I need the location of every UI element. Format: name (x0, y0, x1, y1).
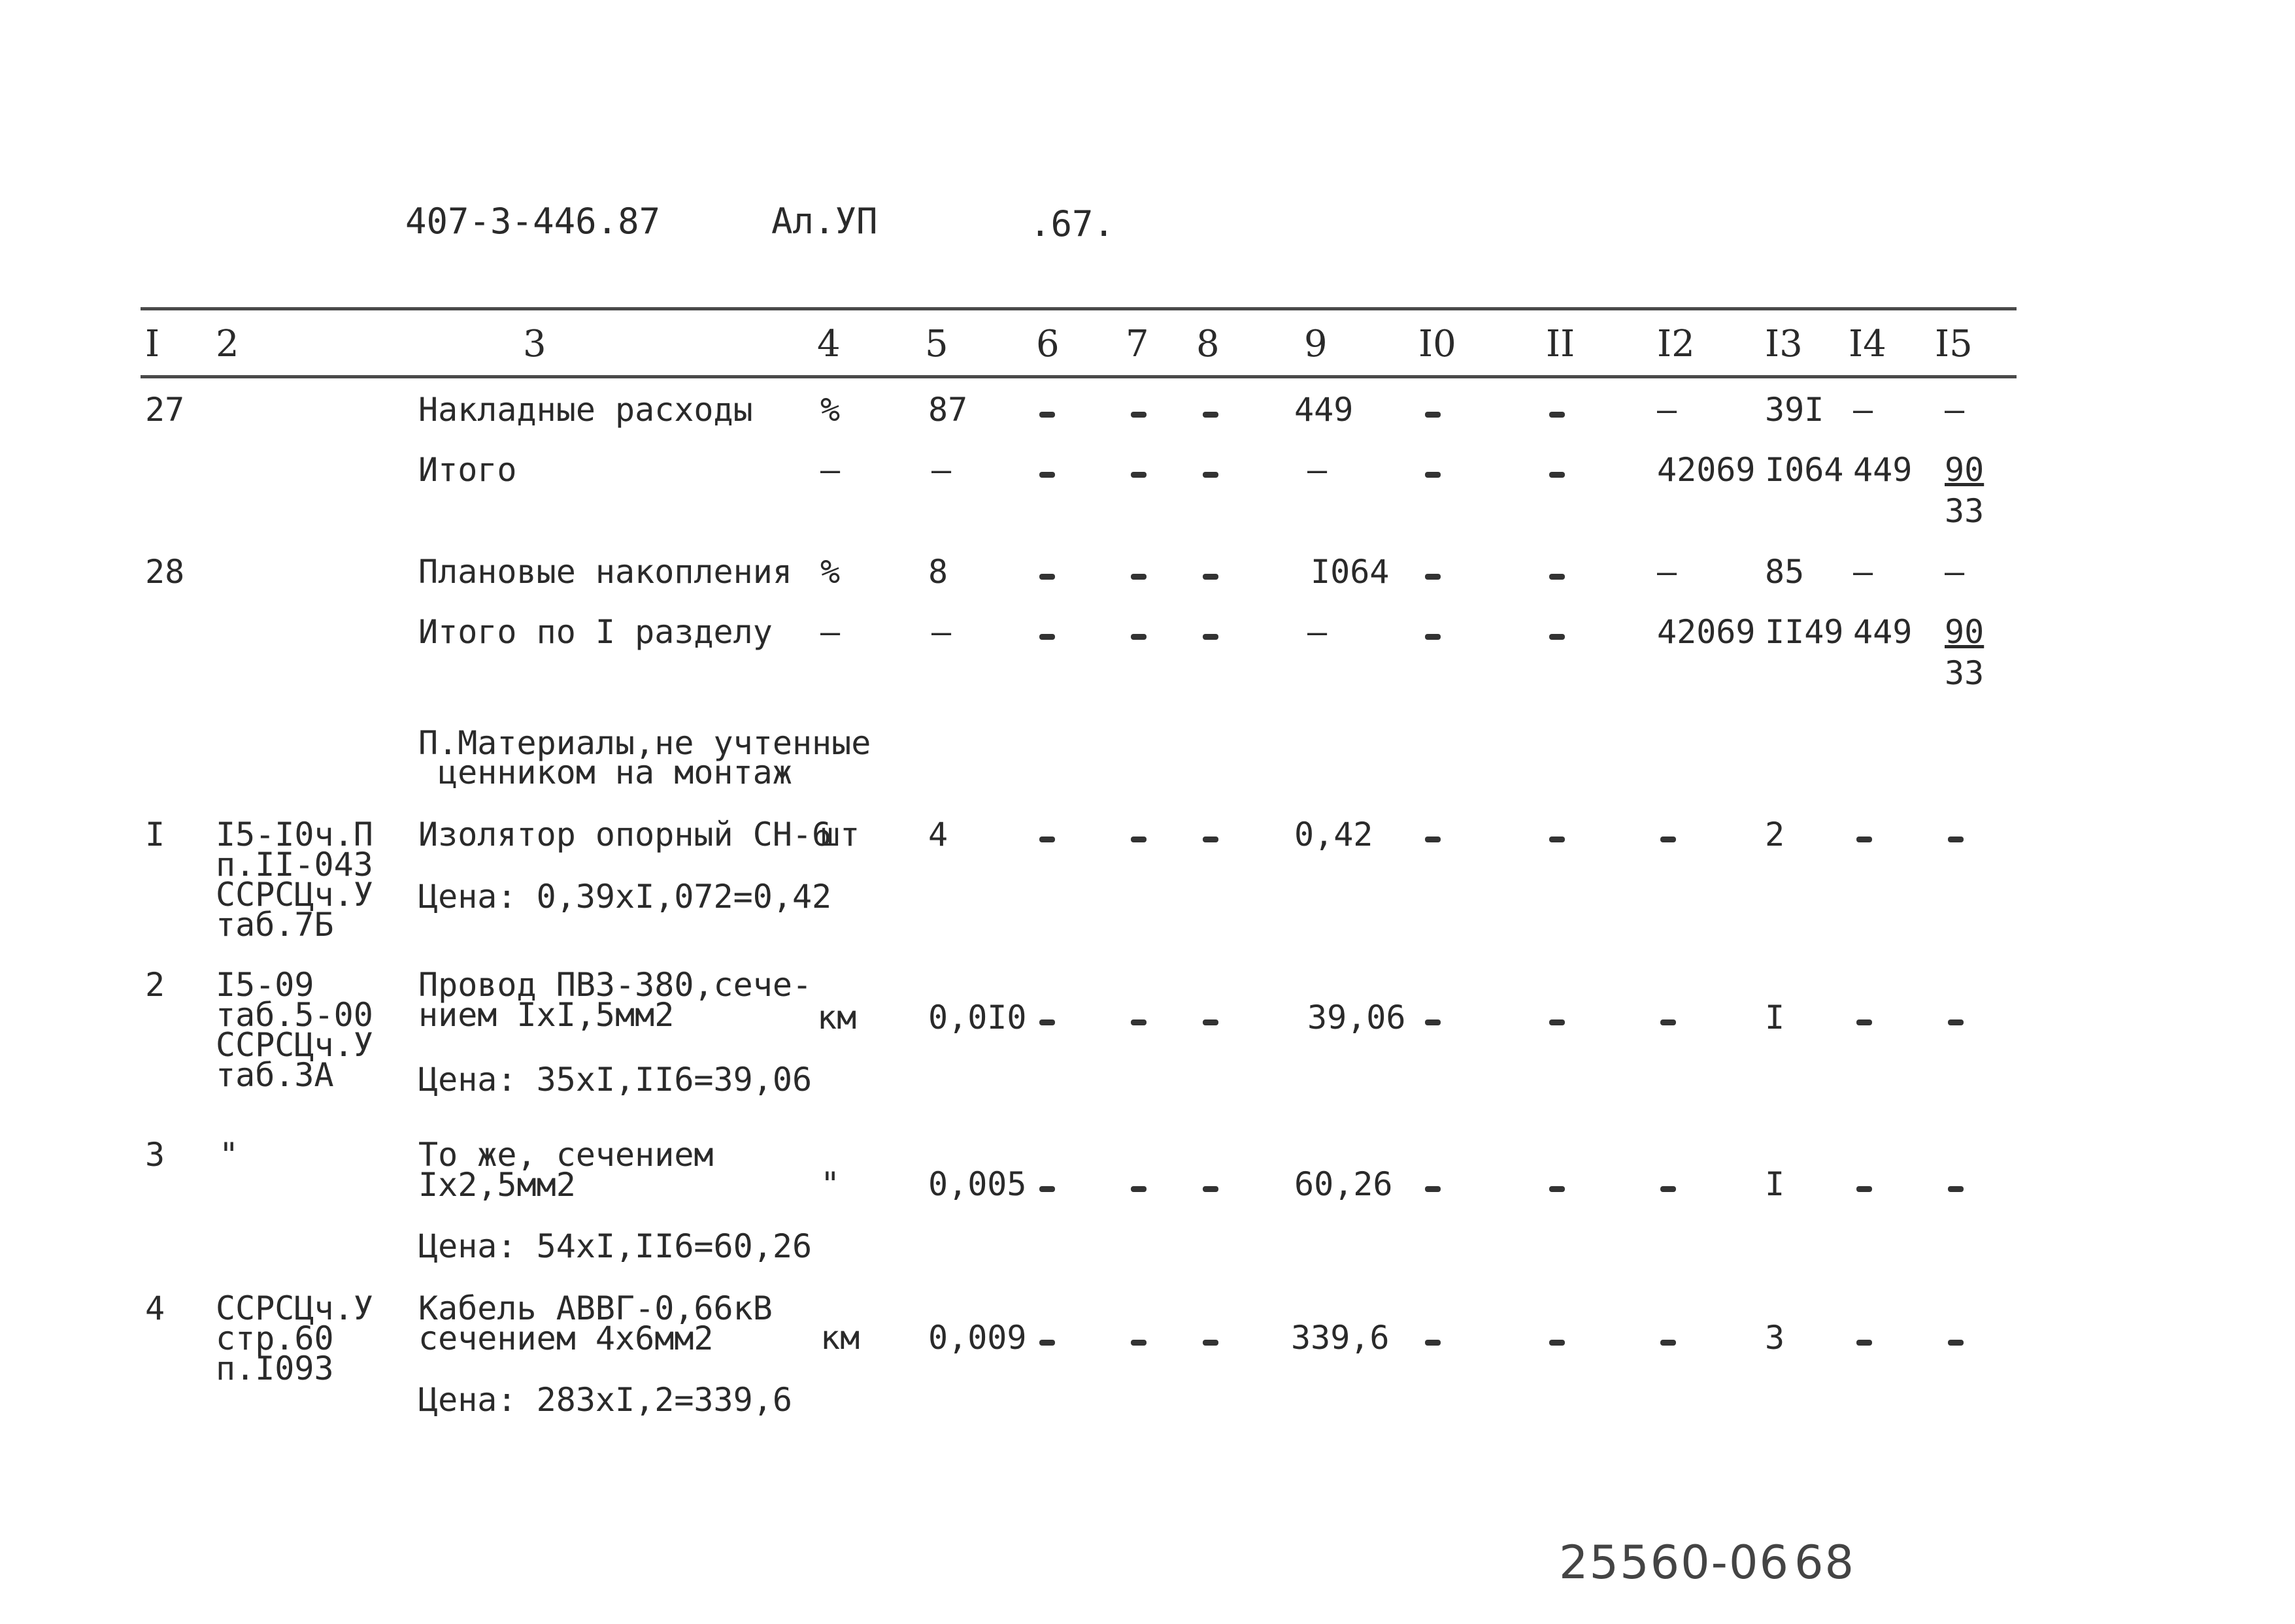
column-header: 7 (1126, 323, 1149, 365)
table-top-rule (141, 307, 2017, 310)
row-col9: 0,42 (1294, 816, 1373, 853)
row-col9: 60,26 (1294, 1165, 1393, 1203)
column-header: 2 (216, 323, 239, 365)
column-header: 3 (523, 323, 546, 365)
row-col13: I064 (1765, 451, 1844, 489)
row-number: 27 (145, 391, 185, 429)
sheet-label: Ал.УП (771, 201, 878, 242)
empty-cell-dash (1549, 472, 1565, 478)
empty-cell-dash (1549, 634, 1565, 640)
row-quantity: 0,0I0 (928, 999, 1027, 1036)
row-price: Цена: 54хI,II6=60,26 (418, 1227, 812, 1265)
empty-cell-dash (1425, 1340, 1441, 1346)
row-name: Плановые накопления (418, 553, 792, 591)
row-col15-line1: 90 (1945, 451, 1985, 489)
empty-cell-dash (1131, 837, 1147, 842)
empty-cell-dash (1549, 1186, 1565, 1192)
row-col13: 2 (1765, 816, 1785, 853)
row-unit: % (820, 553, 841, 591)
empty-cell-dash (1549, 837, 1565, 842)
row-number: 28 (145, 553, 185, 591)
row-col14: 449 (1853, 613, 1913, 651)
empty-cell-dash (1203, 1186, 1218, 1192)
empty-cell-dash (1131, 634, 1147, 640)
row-col13: I (1765, 1165, 1785, 1203)
row-reference-line2: стр.60 (216, 1319, 334, 1357)
footer-stamp-number: 25560-06 (1559, 1536, 1790, 1589)
row-reference-line3: п.I093 (216, 1350, 334, 1387)
row-col15: – (1945, 391, 1965, 429)
row-col13: 85 (1765, 553, 1805, 591)
empty-cell-dash (1039, 634, 1055, 640)
row-col15-line2: 33 (1945, 654, 1985, 692)
row-reference-line1: I5-09 (216, 966, 314, 1004)
table-header-rule (141, 375, 2017, 378)
empty-cell-dash (1203, 1340, 1218, 1346)
row-name-line1: Кабель АВВГ-0,66кВ (418, 1289, 773, 1327)
row-col14: 449 (1853, 451, 1913, 489)
empty-cell-dash (1948, 1186, 1964, 1192)
empty-cell-dash (1203, 574, 1218, 580)
empty-cell-dash (1131, 1019, 1147, 1025)
row-name-line1: То же, сечением (418, 1136, 714, 1174)
row-reference-line4: таб.7Б (216, 906, 334, 944)
empty-cell-dash (1856, 1186, 1872, 1192)
row-quantity: 87 (928, 391, 968, 429)
empty-cell-dash (1856, 837, 1872, 842)
empty-cell-dash (1856, 1019, 1872, 1025)
section-title-line1: П.Материалы,не учтенные (418, 724, 871, 762)
empty-cell-dash (1948, 1019, 1964, 1025)
empty-cell-dash (1948, 1340, 1964, 1346)
empty-cell-dash (1203, 634, 1218, 640)
empty-cell-dash (1660, 1340, 1676, 1346)
column-header: 9 (1304, 323, 1328, 365)
row-reference-line4: таб.3А (216, 1056, 334, 1094)
row-col9: 449 (1294, 391, 1354, 429)
empty-cell-dash (1660, 1186, 1676, 1192)
empty-cell-dash (1549, 1019, 1565, 1025)
empty-cell-dash (1425, 1186, 1441, 1192)
column-header: I (145, 323, 160, 365)
row-price: Цена: 283хI,2=339,6 (418, 1381, 792, 1419)
row-col12: 42069 (1657, 451, 1756, 489)
row-col9: I064 (1311, 553, 1390, 591)
empty-cell-dash (1039, 412, 1055, 418)
row-name-line2: нием IхI,5мм2 (418, 996, 675, 1034)
row-name: Итого по I разделу (418, 613, 773, 651)
row-quantity: 8 (928, 553, 948, 591)
empty-cell-dash (1039, 574, 1055, 580)
row-quantity: 0,005 (928, 1165, 1027, 1203)
row-unit: км (817, 999, 857, 1036)
column-header: 6 (1036, 323, 1060, 365)
column-header: I2 (1657, 323, 1695, 365)
empty-cell-dash (1660, 837, 1676, 842)
row-col14: – (1853, 553, 1873, 591)
row-name: Итого (418, 451, 517, 489)
row-unit: " (820, 1165, 841, 1203)
empty-cell-dash (1425, 1019, 1441, 1025)
row-col12: – (1657, 391, 1677, 429)
row-col14: – (1853, 391, 1873, 429)
row-col13: 3 (1765, 1319, 1785, 1357)
row-number: 2 (145, 966, 165, 1004)
empty-cell-dash (1549, 574, 1565, 580)
document-code: 407-3-446.87 (405, 201, 661, 242)
row-reference-line2: п.II-043 (216, 846, 373, 884)
column-header: 5 (925, 323, 948, 365)
column-header: I0 (1418, 323, 1456, 365)
row-name-line2: Iх2,5мм2 (418, 1166, 576, 1204)
row-name-line2: сечением 4х6мм2 (418, 1319, 714, 1357)
empty-cell-dash (1131, 1340, 1147, 1346)
footer-page-number: 68 (1794, 1536, 1856, 1589)
row-price: Цена: 0,39хI,072=0,42 (418, 878, 832, 916)
row-col15-line1: 90 (1945, 613, 1985, 651)
page-number: .67. (1030, 203, 1115, 244)
empty-cell-dash (1203, 412, 1218, 418)
row-col9: 339,6 (1291, 1319, 1390, 1357)
row-number: 3 (145, 1136, 165, 1174)
row-col12: 42069 (1657, 613, 1756, 651)
empty-cell-dash (1948, 837, 1964, 842)
empty-cell-dash (1039, 472, 1055, 478)
row-reference-line3: ССРСЦч.У (216, 876, 373, 914)
empty-cell-dash (1425, 574, 1441, 580)
row-col12: – (1657, 553, 1677, 591)
empty-cell-dash (1425, 837, 1441, 842)
row-quantity: – (931, 451, 952, 489)
empty-cell-dash (1203, 1019, 1218, 1025)
row-reference-line2: таб.5-00 (216, 996, 373, 1034)
column-header: 4 (817, 323, 841, 365)
row-unit: – (820, 613, 841, 651)
empty-cell-dash (1425, 412, 1441, 418)
row-name: Накладные расходы (418, 391, 753, 429)
column-header: I5 (1935, 323, 1973, 365)
row-price: Цена: 35хI,II6=39,06 (418, 1061, 812, 1099)
column-header: II (1546, 323, 1575, 365)
empty-cell-dash (1425, 472, 1441, 478)
empty-cell-dash (1131, 472, 1147, 478)
column-header: 8 (1196, 323, 1220, 365)
empty-cell-dash (1039, 1186, 1055, 1192)
row-reference-ditto: " (219, 1136, 239, 1174)
row-col15: – (1945, 553, 1965, 591)
empty-cell-dash (1549, 412, 1565, 418)
empty-cell-dash (1203, 837, 1218, 842)
empty-cell-dash (1039, 1019, 1055, 1025)
row-unit: шт (820, 816, 860, 853)
row-name: Изолятор опорный СН-6 (418, 816, 832, 853)
row-unit: % (820, 391, 841, 429)
row-quantity: – (931, 613, 952, 651)
row-number: 4 (145, 1289, 165, 1327)
row-quantity: 4 (928, 816, 948, 853)
column-header: I3 (1765, 323, 1803, 365)
row-col13: II49 (1765, 613, 1844, 651)
row-reference-line1: ССРСЦч.У (216, 1289, 373, 1327)
column-header: I4 (1849, 323, 1886, 365)
empty-cell-dash (1203, 472, 1218, 478)
row-col13: I (1765, 999, 1785, 1036)
empty-cell-dash (1131, 412, 1147, 418)
empty-cell-dash (1549, 1340, 1565, 1346)
row-col9: 39,06 (1307, 999, 1406, 1036)
section-title-line2: ценником на монтаж (438, 754, 792, 791)
empty-cell-dash (1039, 1340, 1055, 1346)
row-col9: – (1307, 613, 1328, 651)
row-name-line1: Провод ПВ3-380,сече- (418, 966, 812, 1004)
empty-cell-dash (1660, 1019, 1676, 1025)
empty-cell-dash (1425, 634, 1441, 640)
empty-cell-dash (1039, 837, 1055, 842)
row-number: I (145, 816, 165, 853)
row-col9: – (1307, 451, 1328, 489)
row-quantity: 0,009 (928, 1319, 1027, 1357)
row-reference-line1: I5-I0ч.П (216, 816, 373, 853)
empty-cell-dash (1131, 1186, 1147, 1192)
empty-cell-dash (1856, 1340, 1872, 1346)
row-reference-line3: ССРСЦч.У (216, 1026, 373, 1064)
empty-cell-dash (1131, 574, 1147, 580)
row-col13: 39I (1765, 391, 1824, 429)
row-col15-line2: 33 (1945, 492, 1985, 530)
row-unit: – (820, 451, 841, 489)
row-unit: км (820, 1319, 860, 1357)
